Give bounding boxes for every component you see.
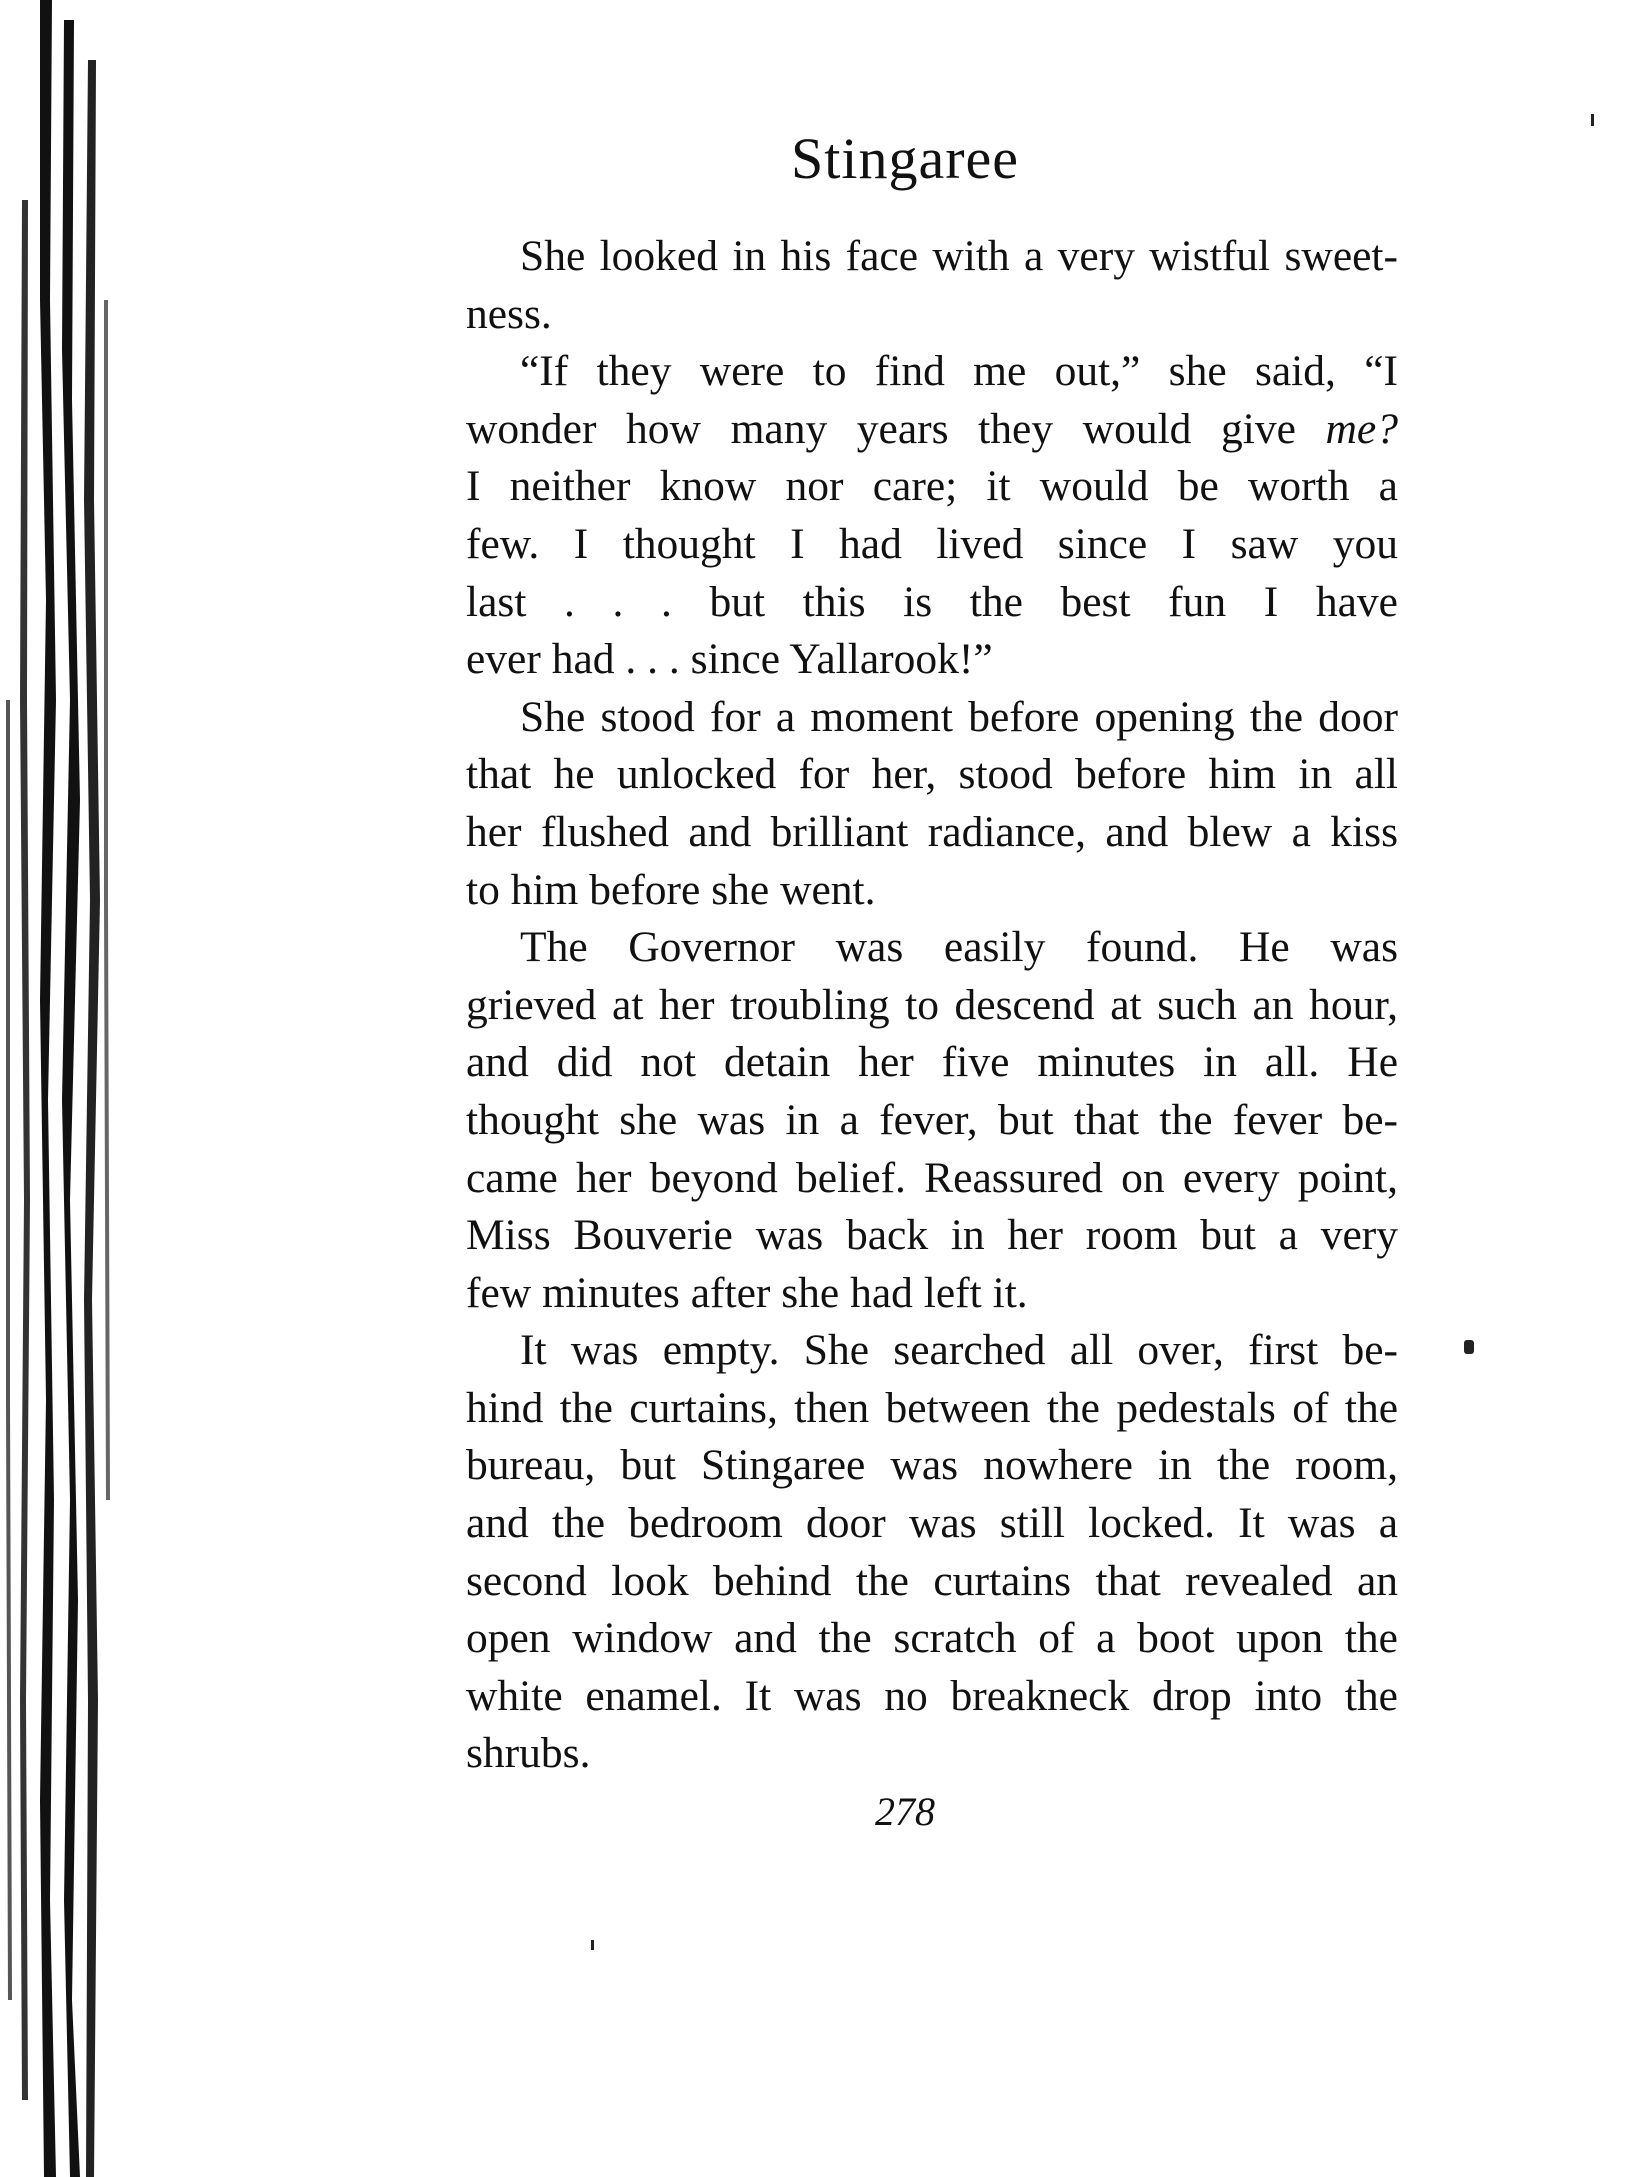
scan-speck <box>1591 114 1594 126</box>
text-line-with-emphasis <box>412 401 1398 459</box>
scan-speck <box>1464 1340 1474 1354</box>
text-line: She looked in his face with a very wistful sweet- <box>520 232 1398 280</box>
text-line: few. I thought I had lived since I saw you <box>466 519 1398 568</box>
text-line: and the bedroom door was still locked. It was a <box>466 1499 1398 1548</box>
paragraph-5 <box>412 1322 1398 1783</box>
body-text <box>412 228 1398 1783</box>
text-line: I neither know nor care; it would be worth a <box>466 462 1398 511</box>
text-line: The Governor was easily found. He was <box>520 923 1398 972</box>
text-line: that he unlocked for her, stood before him in all <box>466 750 1398 799</box>
scan-speck <box>591 1940 594 1950</box>
text-line-part: wonder how many years they would give <box>466 404 1296 453</box>
text-line: her flushed and brilliant radiance, and blew a kiss <box>466 807 1398 856</box>
text-line: few minutes after she had left it. <box>466 1268 1028 1317</box>
page-number: 278 <box>875 1789 935 1834</box>
text-line: grieved at her troubling to descend at such an hour, <box>466 980 1398 1029</box>
paragraph-1 <box>412 228 1398 343</box>
text-line: shrubs. <box>466 1729 591 1778</box>
text-line: ness. <box>466 289 552 338</box>
emphasized-word: me? <box>1325 404 1398 453</box>
text-line: last . . . but this is the best fun I have <box>466 577 1398 626</box>
text-line: second look behind the curtains that revealed an <box>466 1556 1398 1605</box>
binding-edge-graphic <box>0 0 120 2177</box>
text-line: thought she was in a fever, but that the fever be- <box>466 1095 1398 1144</box>
text-line: “If they were to find me out,” she said, “I <box>520 347 1398 396</box>
text-line: She stood for a moment before opening the door <box>520 692 1398 741</box>
binding-edge-scan <box>0 0 120 2177</box>
text-line: Miss Bouverie was back in her room but a very <box>466 1211 1398 1260</box>
paragraph-2 <box>412 343 1398 689</box>
paragraph-4 <box>412 919 1398 1322</box>
text-line: came her beyond belief. Reassured on every point, <box>466 1153 1398 1202</box>
paragraph-3 <box>412 689 1398 919</box>
text-line: and did not detain her five minutes in all. He <box>466 1038 1398 1087</box>
text-line: hind the curtains, then between the pedestals of the <box>466 1383 1398 1432</box>
text-line: ever had . . . since Yallarook!” <box>466 635 993 684</box>
text-line: open window and the scratch of a boot upon the <box>466 1614 1398 1663</box>
text-line: white enamel. It was no breakneck drop into the <box>466 1671 1398 1720</box>
text-line: bureau, but Stingaree was nowhere in the room, <box>466 1441 1398 1490</box>
text-line: to him before she went. <box>466 865 876 914</box>
text-line: It was empty. She searched all over, first be- <box>520 1326 1398 1375</box>
running-head-title: Stingaree <box>790 126 1020 191</box>
